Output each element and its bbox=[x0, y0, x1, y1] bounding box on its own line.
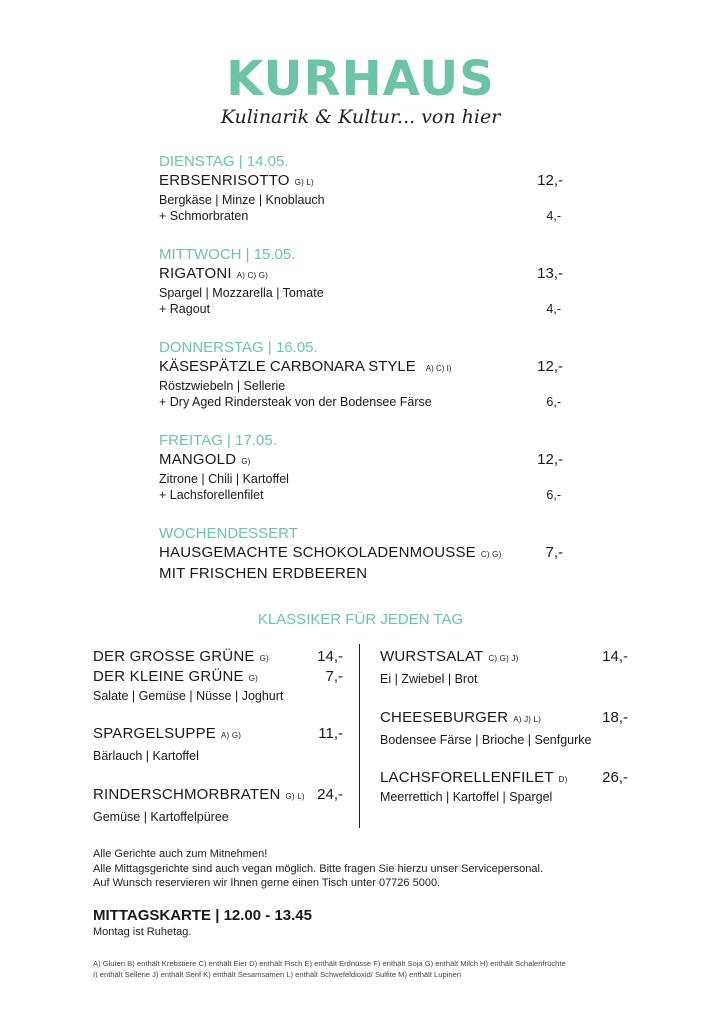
day-heading: FREITAG | 17.05. bbox=[159, 432, 277, 449]
dish-name: RIGATONI bbox=[159, 265, 232, 282]
dish-description: Gemüse | Kartoffelpüree bbox=[93, 810, 229, 824]
dessert-heading: WOCHENDESSERT bbox=[159, 525, 298, 542]
dish-description: Spargel | Mozzarella | Tomate bbox=[159, 286, 324, 300]
dish-description: Bärlauch | Kartoffel bbox=[93, 749, 199, 763]
extra-option: + Schmorbraten bbox=[159, 209, 249, 223]
extra-price: 4,- bbox=[546, 209, 561, 223]
dish-name-continued: MIT FRISCHEN ERDBEEREN bbox=[159, 565, 368, 582]
classic-item bbox=[93, 667, 343, 704]
dish-price: 14,- bbox=[317, 648, 343, 665]
footer-notes bbox=[93, 847, 543, 891]
dish-name: LACHSFORELLENFILET bbox=[380, 769, 554, 786]
footer-note: Auf Wunsch reservieren wir Ihnen gerne einen Tisch unter 07726 5000. bbox=[93, 877, 441, 889]
dish-description: Zitrone | Chili | Kartoffel bbox=[159, 472, 289, 486]
allergen-codes: G) bbox=[259, 654, 269, 663]
classics-left-column bbox=[93, 647, 343, 837]
allergen-codes: G) L) bbox=[294, 178, 314, 187]
daily-special-thursday bbox=[159, 339, 563, 410]
classic-item bbox=[380, 708, 628, 748]
dish-name: CHEESEBURGER bbox=[380, 709, 509, 726]
dish-price: 7,- bbox=[325, 668, 343, 685]
extra-price: 6,- bbox=[546, 395, 561, 409]
footer-note: Alle Mittagsgerichte sind auch vegan möglich. Bitte fragen Sie hierzu unser Servicepersonal. bbox=[93, 862, 544, 875]
allergen-legend bbox=[93, 958, 633, 980]
dish-description: Röstzwiebeln | Sellerie bbox=[159, 379, 286, 393]
day-heading: MITTWOCH | 15.05. bbox=[159, 246, 296, 263]
classic-item bbox=[93, 647, 343, 668]
allergen-legend-line: I) enthält Sellerie J) enthält Senf K) enthält Sesamsamen L) enthält Schwefeldioxid/ Sulfite M) enthält Lupinen bbox=[93, 970, 462, 979]
weekly-dessert bbox=[159, 525, 563, 583]
dish-price: 26,- bbox=[602, 769, 628, 786]
allergen-codes: A) C) G) bbox=[236, 271, 269, 280]
extra-option: + Ragout bbox=[159, 302, 211, 316]
dish-price: 12,- bbox=[537, 172, 563, 189]
dish-name: RINDERSCHMORBRATEN bbox=[93, 786, 281, 803]
classic-item bbox=[93, 724, 343, 764]
dish-description: Bodensee Färse | Brioche | Senfgurke bbox=[380, 733, 592, 747]
dish-name: KÄSESPÄTZLE CARBONARA STYLE bbox=[159, 358, 416, 375]
allergen-codes: C) G) bbox=[480, 550, 502, 559]
allergen-codes: G) L) bbox=[285, 792, 305, 801]
allergen-codes: A) J) L) bbox=[513, 715, 542, 724]
logo-tagline: Kulinarik & Kultur... von hier bbox=[220, 106, 501, 128]
dish-price: 12,- bbox=[537, 451, 563, 468]
dish-price: 11,- bbox=[318, 725, 343, 742]
allergen-codes: A) G) bbox=[221, 731, 242, 740]
allergen-codes: G) bbox=[241, 457, 251, 466]
extra-price: 6,- bbox=[546, 488, 561, 502]
dish-price: 12,- bbox=[537, 358, 563, 375]
dish-price: 7,- bbox=[545, 544, 563, 561]
allergen-codes: D) bbox=[558, 775, 568, 784]
daily-special-wednesday bbox=[159, 246, 563, 317]
dish-description: Meerrettich | Kartoffel | Spargel bbox=[380, 790, 553, 804]
classics-right-column bbox=[380, 647, 628, 837]
dish-name: SPARGELSUPPE bbox=[93, 725, 217, 742]
allergen-codes: C) G) J) bbox=[488, 654, 519, 663]
dish-name: WURSTSALAT bbox=[380, 648, 484, 665]
dish-name: ERBSENRISOTTO bbox=[159, 172, 290, 189]
classic-item bbox=[93, 785, 343, 825]
kurhaus-logo: KURHAUS bbox=[226, 51, 495, 107]
extra-price: 4,- bbox=[546, 302, 561, 316]
classic-item bbox=[380, 768, 628, 805]
dish-price: 24,- bbox=[317, 786, 343, 803]
dish-name: DER KLEINE GRÜNE bbox=[93, 668, 244, 685]
lunch-hours: MITTAGSKARTE | 12.00 - 13.45 bbox=[93, 907, 312, 924]
closed-day-note: Montag ist Ruhetag. bbox=[93, 926, 192, 938]
dish-name: HAUSGEMACHTE SCHOKOLADENMOUSSE bbox=[159, 544, 476, 561]
column-divider bbox=[359, 644, 360, 828]
dish-description: Salate | Gemüse | Nüsse | Joghurt bbox=[93, 689, 284, 703]
allergen-legend-line: A) Gluten B) enthält Krebstiere C) enthält Eier D) enthält Fisch E) enthält Erdnüsse F) enthält Soja G) enthält Milch H) enthält Schalenfrüchte bbox=[93, 959, 566, 968]
classics-heading: KLASSIKER FÜR JEDEN TAG bbox=[257, 611, 464, 628]
daily-special-tuesday bbox=[159, 153, 563, 224]
dish-price: 18,- bbox=[602, 709, 628, 726]
dish-description: Bergkäse | Minze | Knoblauch bbox=[159, 193, 325, 207]
allergen-codes: G) bbox=[248, 674, 259, 683]
dish-price: 13,- bbox=[537, 265, 563, 282]
daily-special-friday bbox=[159, 432, 563, 503]
day-heading: DONNERSTAG | 16.05. bbox=[159, 339, 318, 356]
extra-option: + Dry Aged Rindersteak von der Bodensee Färse bbox=[159, 395, 432, 409]
day-heading: DIENSTAG | 14.05. bbox=[159, 153, 289, 170]
dish-description: Ei | Zwiebel | Brot bbox=[380, 672, 478, 686]
footer-note: Alle Gerichte auch zum Mitnehmen! bbox=[93, 848, 268, 860]
dish-name: DER GROSSE GRÜNE bbox=[93, 648, 255, 665]
dish-price: 14,- bbox=[602, 648, 628, 665]
classic-item bbox=[380, 647, 628, 687]
dish-name: MANGOLD bbox=[159, 451, 237, 468]
extra-option: + Lachsforellenfilet bbox=[159, 488, 264, 502]
allergen-codes: A) C) I) bbox=[425, 364, 452, 373]
